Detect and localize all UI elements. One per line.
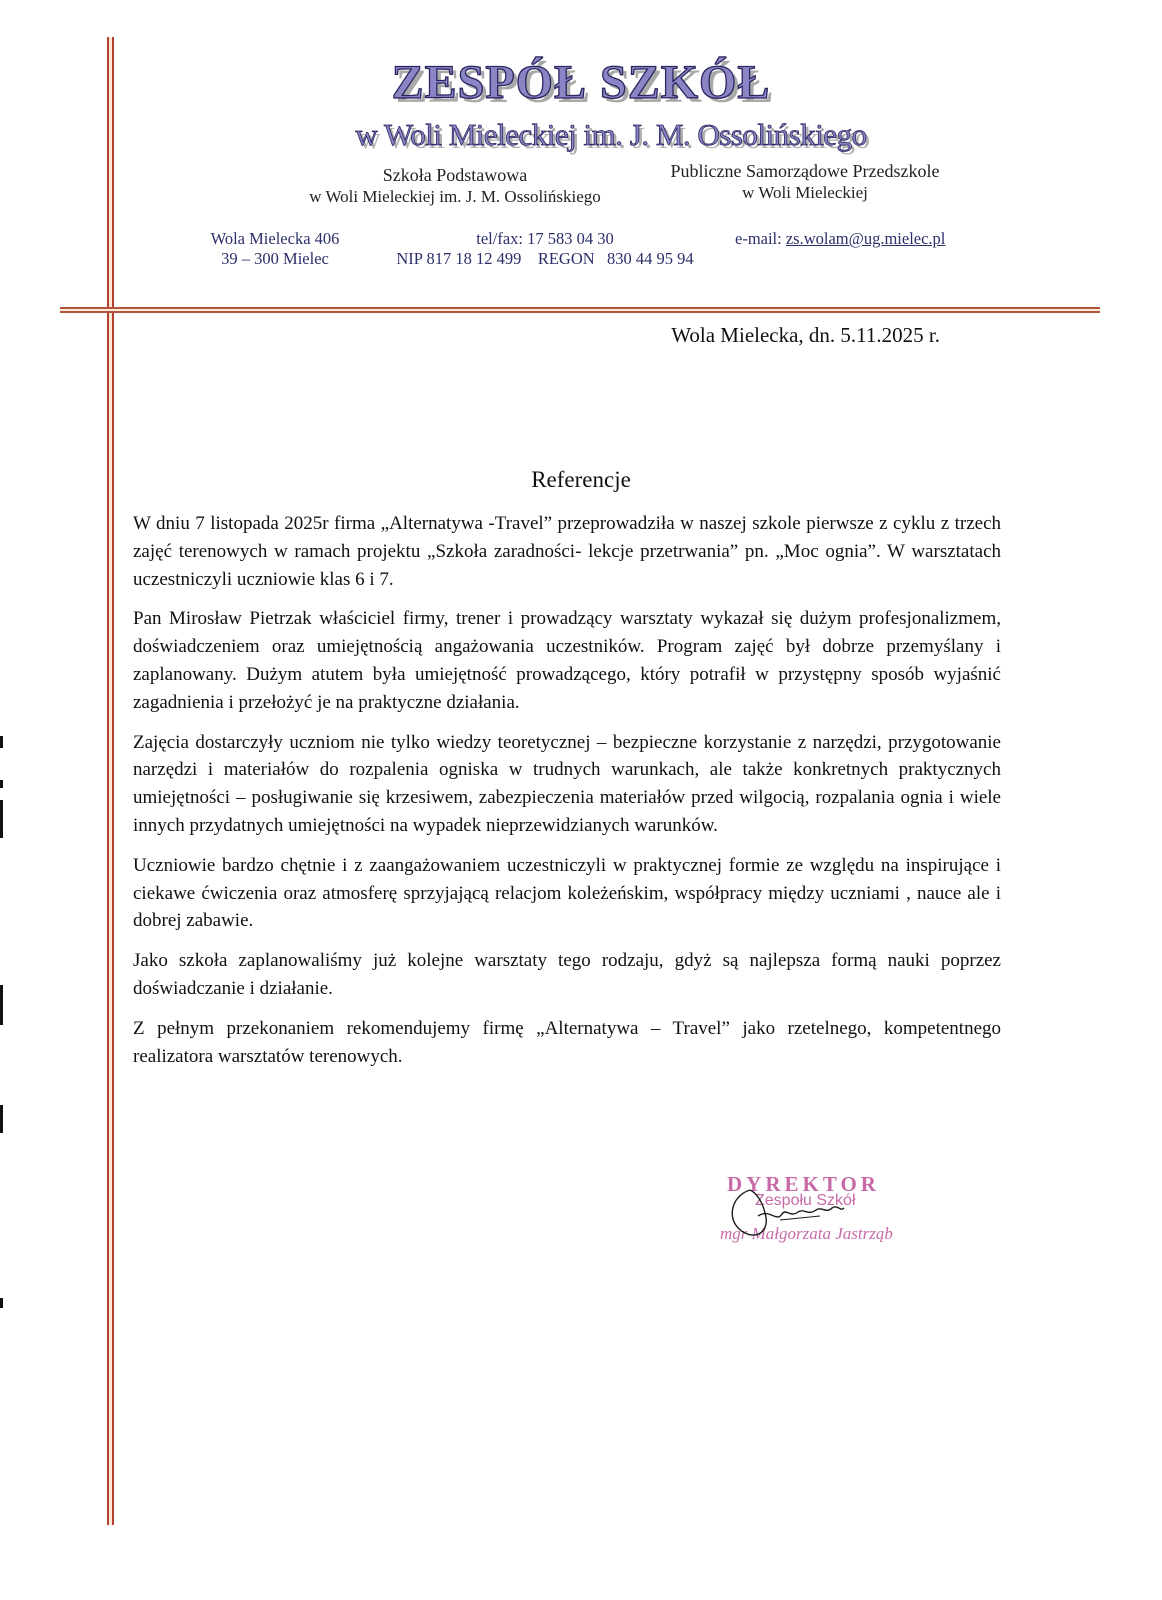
scan-mark xyxy=(0,780,3,788)
school-primary-name: Szkoła Podstawowa xyxy=(382,165,528,185)
telfax: tel/fax: 17 583 04 30 xyxy=(476,229,614,248)
paragraph: Z pełnym przekonaniem rekomendujemy firmę „Alternatywa – Travel” jako rzetelnego, kompetentnego realizatora warsztatów terenowych. xyxy=(133,1017,1001,1067)
paragraph: Jako szkoła zaplanowaliśmy już kolejne warsztaty tego rodzaju, gdyż są najlepsza formą nauki poprzez doświadczanie i działanie. xyxy=(133,950,1001,999)
school-primary xyxy=(300,165,610,207)
document-title: Referencje xyxy=(531,467,631,492)
stamp-title: DYREKTOR xyxy=(727,1172,880,1196)
stamp-name: mgr Małgorzata Jastrząb xyxy=(720,1224,893,1243)
letterhead-horizontal-rule xyxy=(60,307,1100,313)
letter-body xyxy=(133,510,1001,1082)
email-label: e-mail: xyxy=(735,229,786,248)
school-preschool xyxy=(650,161,960,203)
postal-code-city: 39 – 300 Mielec xyxy=(221,249,329,268)
letterhead-subtitle: w Woli Mieleckiej im. J. M. Ossolińskiego xyxy=(355,117,867,152)
street-address: Wola Mielecka 406 xyxy=(210,229,340,248)
contact-info xyxy=(380,229,710,269)
email-info xyxy=(735,229,975,249)
paragraph: Uczniowie bardzo chętnie i z zaangażowaniem uczestniczyli w praktycznej formie ze względu na inspirujące i ciekawe ćwiczenia oraz atmosferę sprzyjającą relacjom koleżeńskim, współpracy między uczniami , nauce ale i dobrej zabawie. xyxy=(133,854,1001,932)
school-preschool-name: Publiczne Samorządowe Przedszkole xyxy=(670,161,940,181)
letterhead-vertical-rule xyxy=(107,37,114,1525)
school-preschool-location: w Woli Mieleckiej xyxy=(742,183,868,202)
postal-address xyxy=(190,229,360,269)
scan-mark xyxy=(0,1298,3,1308)
handwritten-signature xyxy=(720,1178,870,1248)
school-primary-location: w Woli Mieleckiej im. J. M. Ossolińskiego xyxy=(309,187,601,206)
nip-regon: NIP 817 18 12 499 REGON 830 44 95 94 xyxy=(396,249,694,268)
scan-mark xyxy=(0,800,3,838)
date-line: Wola Mielecka, dn. 5.11.2025 r. xyxy=(671,323,940,347)
scan-mark xyxy=(0,1105,3,1133)
email-link[interactable]: zs.wolam@ug.mielec.pl xyxy=(785,229,946,248)
paragraph: Zajęcia dostarczyły uczniom nie tylko wiedzy teoretycznej – bezpieczne korzystanie z narzędzi, przygotowanie narzędzi i materiałów do rozpalenia ogniska w trudnych warunkach, ale także konkretnych praktycznych umiejętności – posługiwanie się krzesiwem, zabezpieczenia materiałów przed wilgocią, rozpalania ognia i wiele innych przydatnych umiejętności na wypadek nieprzewidzianych warunków. xyxy=(133,731,1001,836)
paragraph: Pan Mirosław Pietrzak właściciel firmy, trener i prowadzący warsztaty wykazał się dużym profesjonalizmem, doświadczeniem oraz umiejętnością angażowania uczestników. Program zajęć był dobrze przemyślany i zaplanowany. Dużym atutem była umiejętność prowadzącego, który potrafił w przystępny sposób wyjaśnić zagadnienia i przełożyć je na praktyczne działania. xyxy=(133,608,1001,713)
stamp-institution: Zespołu Szkół xyxy=(755,1192,856,1209)
paragraph: W dniu 7 listopada 2025r firma „Alternatywa -Travel” przeprowadziła w naszej szkole pierwsze z cyklu z trzech zajęć terenowych w ramach projektu „Szkoła zaradności- lekcje przetrwania” pn. „Moc ognia”. W warsztatach uczestniczyli uczniowie klas 6 i 7. xyxy=(133,513,1001,590)
scan-mark xyxy=(0,985,3,1025)
scan-mark xyxy=(0,736,3,748)
letterhead-title: ZESPÓŁ SZKÓŁ xyxy=(391,56,771,109)
